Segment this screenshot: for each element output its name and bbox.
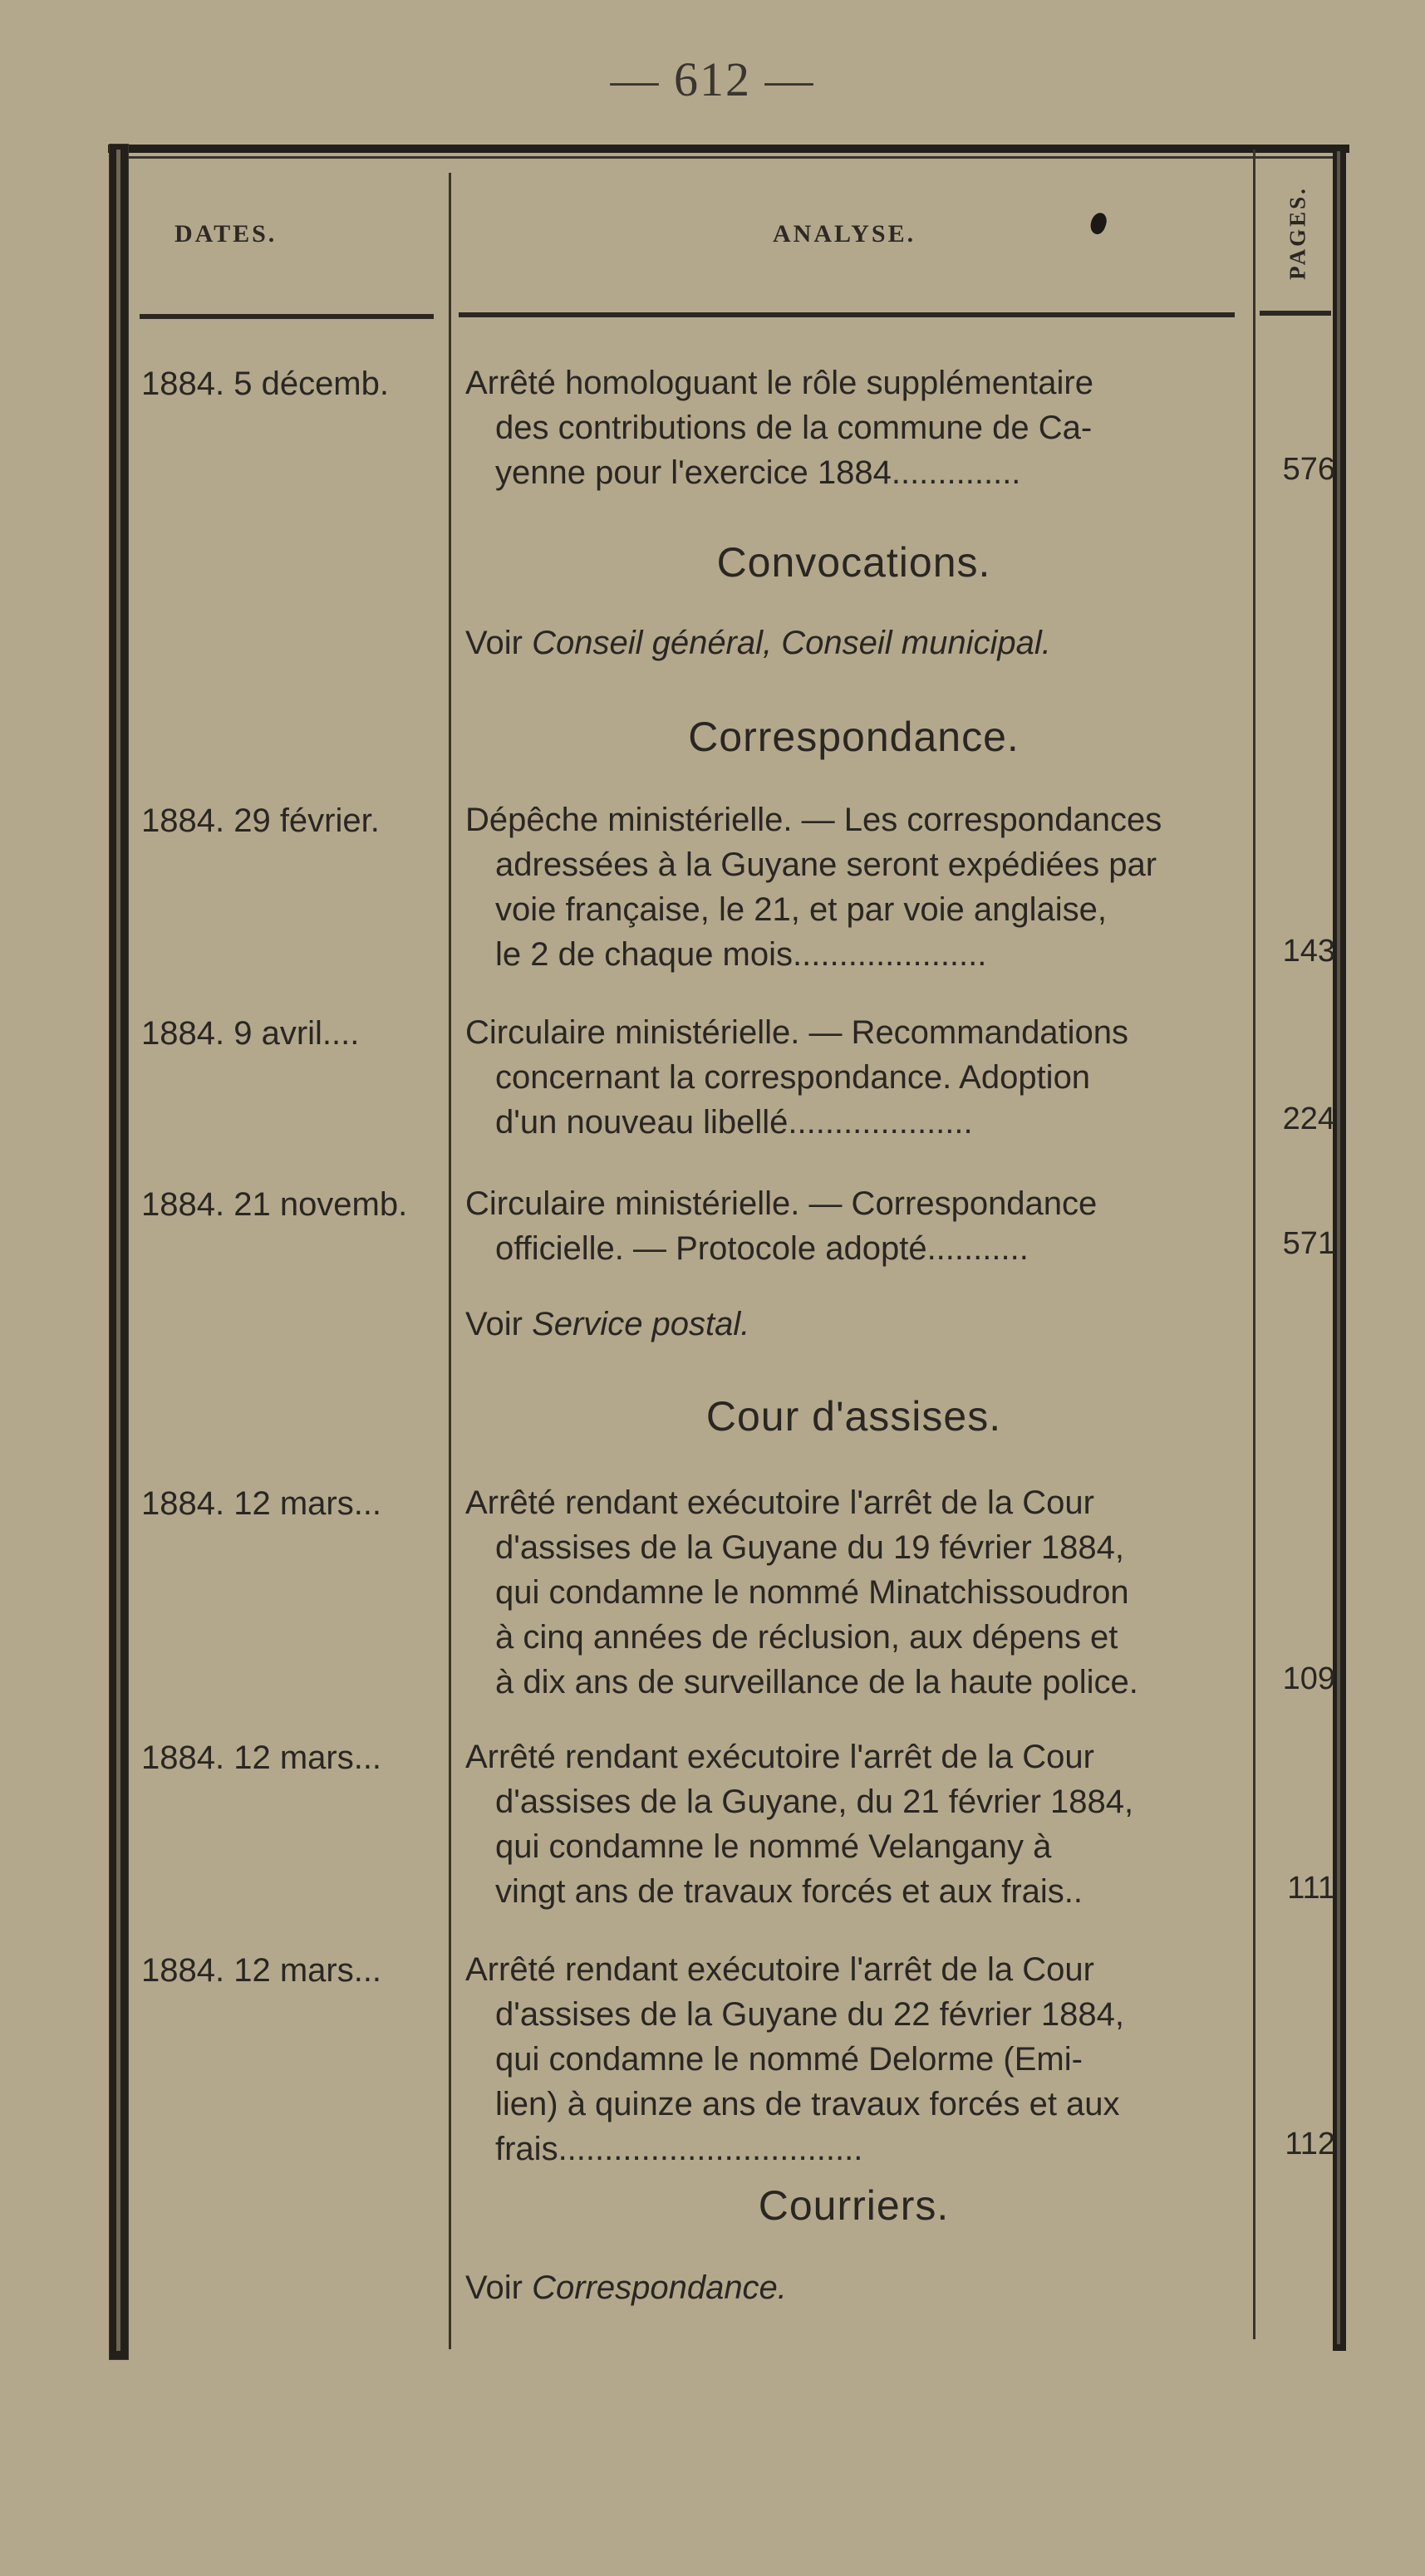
entry-line: d'assises de la Guyane du 22 février 1884, — [495, 1996, 1124, 2033]
entry-line: vingt ans de travaux forcés et aux frais.. — [495, 1873, 1083, 1910]
header-rule-analyse — [459, 312, 1235, 317]
header-dates: DATES. — [174, 220, 278, 248]
entry-line: d'assises de la Guyane du 19 février 1884, — [495, 1529, 1124, 1566]
header-pages: PAGES. — [1285, 186, 1310, 280]
entry-date: 1884. 5 décemb. — [141, 366, 389, 402]
entry-line: d'assises de la Guyane, du 21 février 1884, — [495, 1784, 1134, 1820]
entry-text — [465, 1181, 1242, 1271]
entry-line: qui condamne le nommé Velangany à — [495, 1828, 1052, 1865]
entry-line: d'un nouveau libellé.................... — [495, 1104, 973, 1141]
column-divider-dates — [449, 173, 451, 2349]
entry-date: 1884. 12 mars... — [141, 1739, 382, 1776]
entry-line: à dix ans de surveillance de la haute police. — [495, 1664, 1138, 1700]
see-reference — [465, 625, 1051, 662]
see-target: Service postal. — [532, 1306, 750, 1342]
entry-date: 1884. 12 mars... — [141, 1485, 382, 1522]
header-pages-cell — [1273, 174, 1323, 299]
entry-line: à cinq années de réclusion, aux dépens et — [495, 1619, 1118, 1656]
header-rule-dates — [140, 314, 434, 319]
entry-line: yenne pour l'exercice 1884.............. — [495, 454, 1021, 491]
entry-date: 1884. 12 mars... — [141, 1952, 382, 1989]
entry-line: des contributions de la commune de Ca- — [495, 410, 1093, 446]
header-analyse: ANALYSE. — [773, 220, 916, 248]
see-reference — [465, 1306, 749, 1343]
entry-line: officielle. — Protocole adopté........... — [495, 1230, 1029, 1267]
entry-text — [465, 1010, 1242, 1145]
entry-page: 109 — [1282, 1661, 1335, 1696]
entry-date: 1884. 29 février. — [141, 802, 380, 839]
entry-page: 571 — [1282, 1226, 1335, 1261]
table-frame-top-inner — [111, 156, 1341, 159]
see-target: Conseil général, Conseil municipal. — [532, 625, 1051, 661]
entry-text — [465, 1947, 1242, 2171]
entry-line: Dépêche ministérielle. — Les correspondances — [465, 802, 1162, 838]
entry-line: Circulaire ministérielle. — Correspondance — [465, 1185, 1098, 1222]
header-rule-pages — [1260, 311, 1331, 316]
column-divider-pages — [1253, 150, 1255, 2339]
table-frame-top — [108, 145, 1349, 153]
ink-blot-icon — [1088, 211, 1109, 237]
section-title: Cour d'assises. — [705, 1393, 1002, 1440]
section-title: Correspondance. — [688, 714, 1020, 760]
section-title: Courriers. — [758, 2182, 950, 2229]
see-prefix: Voir — [465, 2269, 523, 2306]
see-reference — [465, 2269, 787, 2307]
entry-line: le 2 de chaque mois..................... — [495, 936, 987, 973]
entry-date: 1884. 21 novemb. — [141, 1186, 408, 1223]
see-prefix: Voir — [465, 1306, 523, 1342]
entry-text — [465, 1735, 1242, 1914]
table-frame-right-gap — [1337, 151, 1340, 2344]
entry-line: Arrêté rendant exécutoire l'arrêt de la Cour — [465, 1484, 1094, 1521]
entry-page: 224 — [1282, 1102, 1335, 1136]
entry-text — [465, 1480, 1242, 1705]
entry-line: qui condamne le nommé Minatchissoudron — [495, 1574, 1129, 1611]
entry-page: 576 — [1282, 452, 1335, 487]
section-title: Convocations. — [716, 539, 991, 586]
entry-line: lien) à quinze ans de travaux forcés et aux — [495, 2086, 1120, 2122]
see-prefix: Voir — [465, 625, 523, 661]
entry-line: Arrêté rendant exécutoire l'arrêt de la Cour — [465, 1951, 1094, 1988]
entry-text — [465, 797, 1242, 977]
entry-page: 143 — [1282, 934, 1335, 969]
entry-line: adressées à la Guyane seront expédiées par — [495, 846, 1157, 883]
entry-line: concernant la correspondance. Adoption — [495, 1059, 1091, 1096]
entry-page: 112 — [1285, 2127, 1335, 2161]
entry-line: Circulaire ministérielle. — Recommandations — [465, 1014, 1129, 1051]
entry-line: Arrêté homologuant le rôle supplémentaire — [465, 365, 1093, 401]
entry-page: 111 — [1287, 1871, 1335, 1906]
entry-date: 1884. 9 avril.... — [141, 1015, 360, 1052]
table-frame-left-gap — [116, 150, 120, 2351]
see-target: Correspondance. — [532, 2269, 787, 2306]
entry-line: qui condamne le nommé Delorme (Emi- — [495, 2041, 1083, 2078]
entry-line: Arrêté rendant exécutoire l'arrêt de la Cour — [465, 1739, 1094, 1775]
page-number: — 612 — — [610, 52, 815, 106]
entry-line: voie française, le 21, et par voie anglaise, — [495, 891, 1107, 928]
entry-line: frais................................. — [495, 2131, 863, 2167]
entry-text — [465, 361, 1242, 495]
